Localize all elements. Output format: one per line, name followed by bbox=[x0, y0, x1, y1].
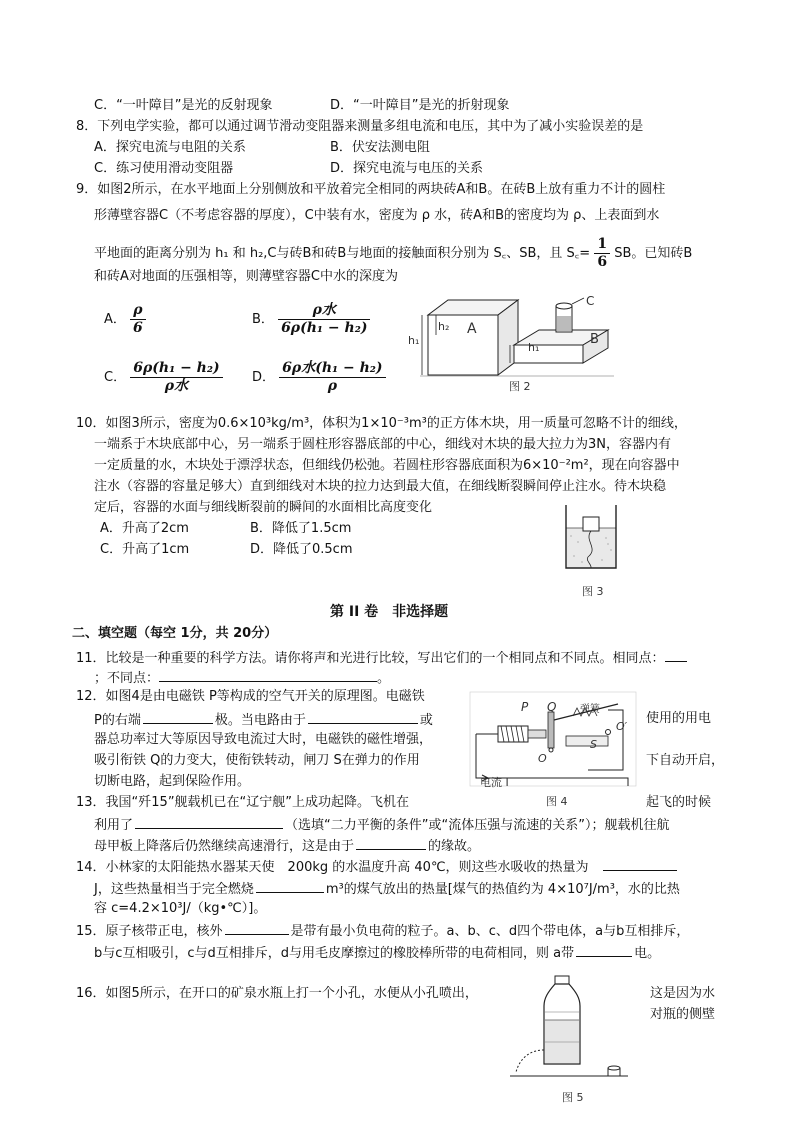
q13-line-3 bbox=[94, 836, 480, 856]
q9-option-c-label: C． bbox=[104, 370, 127, 385]
q16-line-1: 16．如图5所示，在开口的矿泉水瓶上打一个小孔，水便从小孔喷出， bbox=[76, 986, 478, 1001]
q12-line-1-right: 使用的用电 bbox=[646, 711, 712, 726]
q9-option-b-fraction bbox=[278, 302, 370, 337]
q9-fraction-denominator: 6 bbox=[597, 254, 608, 270]
q9-line-3-tail: SB。已知砖B bbox=[614, 246, 693, 261]
q9-option-d-denominator: ρ bbox=[327, 378, 338, 394]
q9-line-4: 和砖A对地面的压强相等，则薄壁容器C中水的深度为 bbox=[94, 269, 398, 284]
q14-line-2 bbox=[94, 879, 680, 899]
q9-fraction-numerator: 1 bbox=[594, 236, 610, 254]
q11-blank-different bbox=[159, 668, 377, 682]
q14-line-2-text-2: m³的煤气放出的热量[煤气的热值约为 4×10⁷J/m³，水的比热 bbox=[325, 882, 680, 897]
q7-option-c: C．“一叶障目”是光的反射现象 bbox=[94, 98, 273, 113]
q10-line-3: 一定质量的水，木块处于漂浮状态，但细线仍松弛。若圆柱形容器底面积为6×10⁻²m²，现在向容器中 bbox=[94, 458, 680, 473]
q12-line-2-text-1: P的右端 bbox=[94, 713, 141, 728]
figure-4-label-o-prime: O′ bbox=[616, 720, 628, 733]
q9-line-1: 9．如图2所示，在水平地面上分别侧放和平放着完全相同的两块砖A和B。在砖B上放有重力不计的圆柱 bbox=[76, 182, 666, 197]
q13-line-2-text-1: 利用了 bbox=[94, 818, 134, 833]
q11-line-2-end: 。 bbox=[377, 671, 391, 686]
figure-2-label-h1-b: h₁ bbox=[528, 341, 540, 354]
q12-line-4-right: 下自动开启， bbox=[646, 753, 725, 768]
q9-option-c-fraction bbox=[130, 360, 222, 395]
q12-line-1: 12．如图4是由电磁铁 P等构成的空气开关的原理图。电磁铁 bbox=[76, 689, 425, 704]
q15-line-2 bbox=[94, 943, 660, 963]
figure-4-label-spring: 弹簧 bbox=[580, 704, 600, 715]
q9-line-3 bbox=[94, 236, 692, 271]
figure-4-label-current: 电流 I bbox=[480, 776, 509, 789]
q15-blank-charge bbox=[576, 943, 632, 957]
q13-line-2-text-2: （选填“二力平衡的条件”或“流体压强与流速的关系”）；舰载机往航 bbox=[285, 818, 670, 833]
section-title: 第 II 卷 非选择题 bbox=[330, 604, 449, 620]
q9-option-d bbox=[252, 360, 386, 395]
q14-line-2-text-1: J，这些热量相当于完全燃烧 bbox=[94, 882, 254, 897]
q11-line-2 bbox=[94, 668, 390, 688]
q8-option-b: B．伏安法测电阻 bbox=[330, 140, 430, 155]
q11-line-1 bbox=[76, 648, 687, 668]
figure-4-label-q: Q bbox=[547, 700, 557, 714]
q12-line-4: 吸引衔铁 Q的力变大，使衔铁转动，闸刀 S在弹力的作用 bbox=[94, 753, 420, 768]
figure-4-label-p: P bbox=[521, 700, 529, 714]
q9-option-a bbox=[104, 302, 146, 337]
q15-line-1-text-2: 是带有最小负电荷的粒子。a、b、c、d四个带电体，a与b互相排斥， bbox=[290, 924, 690, 939]
q15-line-1 bbox=[76, 921, 689, 941]
q14-line-1-text: 14．小林家的太阳能热水器某天使 200kg 的水温度升高 40℃，则这些水吸收的热量为 bbox=[76, 860, 589, 875]
q7-option-d: D．“一叶障目”是光的折射现象 bbox=[330, 98, 510, 113]
q8-option-d: D．探究电流与电压的关系 bbox=[330, 161, 484, 176]
q8-stem: 8．下列电学实验，都可以通过调节滑动变阻器来测量多组电流和电压，其中为了减小实验误差的是 bbox=[76, 119, 644, 134]
q11-line-2-text: ；不同点： bbox=[94, 671, 160, 686]
q13-line-3-text-2: 的缘故。 bbox=[428, 839, 481, 854]
q10-line-2: 一端系于木块底部中心，另一端系于圆柱形容器底部的中心，细线对木块的最大拉力为3N，容器内有 bbox=[94, 437, 671, 452]
q9-line-3-text: 平地面的距离分别为 h₁ 和 h₂,C与砖B和砖B与地面的接触面积分别为 S꜀、SB，且 S꜀= bbox=[94, 246, 591, 261]
q13-line-1-right: 起飞的时候 bbox=[646, 795, 712, 810]
q15-blank-particle bbox=[225, 921, 289, 935]
figure-2-label-c: C bbox=[586, 294, 595, 308]
q13-line-1: 13．我国“歼15”舰载机已在“辽宁舰”上成功起降。飞机在 bbox=[76, 795, 410, 810]
figure-2-label-h2: h₂ bbox=[438, 320, 450, 333]
q15-line-2-text-2: 电。 bbox=[634, 946, 661, 961]
q12-line-2 bbox=[94, 710, 433, 730]
q10-line-4: 注水（容器的容量足够大）直到细线对木块的拉力达到最大值，在细线断裂瞬间停止注水。待木块稳 bbox=[94, 479, 667, 494]
q9-option-d-label: D． bbox=[252, 370, 276, 385]
figure-5-bottle bbox=[508, 972, 638, 1087]
q10-option-b: B．降低了1.5cm bbox=[250, 521, 352, 536]
q9-option-b bbox=[252, 302, 370, 337]
q9-option-c-numerator: 6ρ(h₁ − h₂) bbox=[130, 360, 222, 378]
q10-option-c: C．升高了1cm bbox=[100, 542, 190, 557]
q11-line-1-text: 11．比较是一种重要的科学方法。请你将声和光进行比较，写出它们的一个相同点和不同点。相同点： bbox=[76, 651, 665, 666]
q9-option-d-numerator: 6ρ水(h₁ − h₂) bbox=[279, 360, 385, 378]
q13-blank-principle bbox=[135, 815, 283, 829]
q9-area-fraction bbox=[594, 236, 610, 271]
q15-line-2-text-1: b与c互相吸引，c与d互相排斥，d与用毛皮摩擦过的橡胶棒所带的电荷相同，则 a带 bbox=[94, 946, 575, 961]
figure-4-caption: 图 4 bbox=[546, 795, 568, 808]
part-2-heading: 二、填空题（每空 1分，共 20分） bbox=[72, 626, 278, 641]
q9-option-c bbox=[104, 360, 223, 395]
q9-option-b-denominator: 6ρ(h₁ − h₂) bbox=[281, 320, 368, 336]
q9-option-c-denominator: ρ水 bbox=[164, 378, 189, 394]
q8-option-c: C．练习使用滑动变阻器 bbox=[94, 161, 234, 176]
q14-blank-volume bbox=[256, 879, 324, 893]
q9-option-b-numerator: ρ水 bbox=[278, 302, 370, 320]
figure-2-label-h1: h₁ bbox=[408, 334, 420, 347]
q13-blank-reason bbox=[356, 836, 426, 850]
q11-blank-same bbox=[665, 648, 687, 662]
q16-line-2-right: 对瓶的侧壁 bbox=[650, 1007, 716, 1022]
q10-option-a: A．升高了2cm bbox=[100, 521, 189, 536]
figure-5-caption: 图 5 bbox=[562, 1091, 584, 1104]
q12-blank-cause bbox=[308, 710, 418, 724]
q8-option-a: A．探究电流与电阻的关系 bbox=[94, 140, 246, 155]
q12-line-3: 器总功率过大等原因导致电流过大时，电磁铁的磁性增强， bbox=[94, 732, 433, 747]
q9-line-2: 形薄壁容器C（不考虑容器的厚度），C中装有水，密度为 ρ 水，砖A和B的密度均为 ρ、上表面到水 bbox=[94, 208, 660, 223]
q15-line-1-text-1: 15．原子核带正电，核外 bbox=[76, 924, 223, 939]
q9-option-a-numerator: ρ bbox=[130, 302, 146, 320]
q9-option-a-denominator: 6 bbox=[133, 320, 143, 336]
q9-option-a-fraction bbox=[130, 302, 146, 337]
q10-option-d: D．降低了0.5cm bbox=[250, 542, 353, 557]
figure-4-label-o: O bbox=[538, 752, 547, 765]
q12-line-2-text-3: 或 bbox=[419, 713, 433, 728]
q12-line-5: 切断电路，起到保险作用。 bbox=[94, 774, 251, 789]
figure-2-label-b: B bbox=[590, 332, 599, 347]
figure-2-label-a: A bbox=[467, 321, 477, 337]
q14-line-3: 容 c=4.2×10³J/（kg•℃）]。 bbox=[94, 901, 267, 916]
q9-option-b-label: B． bbox=[252, 312, 274, 327]
q10-line-5: 定后，容器的水面与细线断裂前的瞬间的水面相比高度变化 bbox=[94, 500, 433, 515]
figure-3-container bbox=[556, 500, 626, 580]
q13-line-2 bbox=[94, 815, 669, 835]
q9-option-a-label: A． bbox=[104, 312, 126, 327]
q14-line-1 bbox=[76, 857, 677, 877]
q16-line-1-right: 这是因为水 bbox=[650, 986, 716, 1001]
figure-3-caption: 图 3 bbox=[582, 585, 604, 598]
q14-blank-heat bbox=[603, 857, 677, 871]
figure-4-label-s: S bbox=[590, 738, 597, 751]
q9-option-d-fraction bbox=[279, 360, 385, 395]
q10-line-1: 10．如图3所示，密度为0.6×10³kg/m³，体积为1×10⁻³m³的正方体木块，用一质量可忽略不计的细线， bbox=[76, 416, 687, 431]
q12-blank-pole bbox=[143, 710, 213, 724]
q12-line-2-text-2: 极。当电路由于 bbox=[214, 713, 306, 728]
q13-line-3-text-1: 母甲板上降落后仍然继续高速滑行，这是由于 bbox=[94, 839, 355, 854]
figure-2-caption: 图 2 bbox=[509, 380, 531, 393]
